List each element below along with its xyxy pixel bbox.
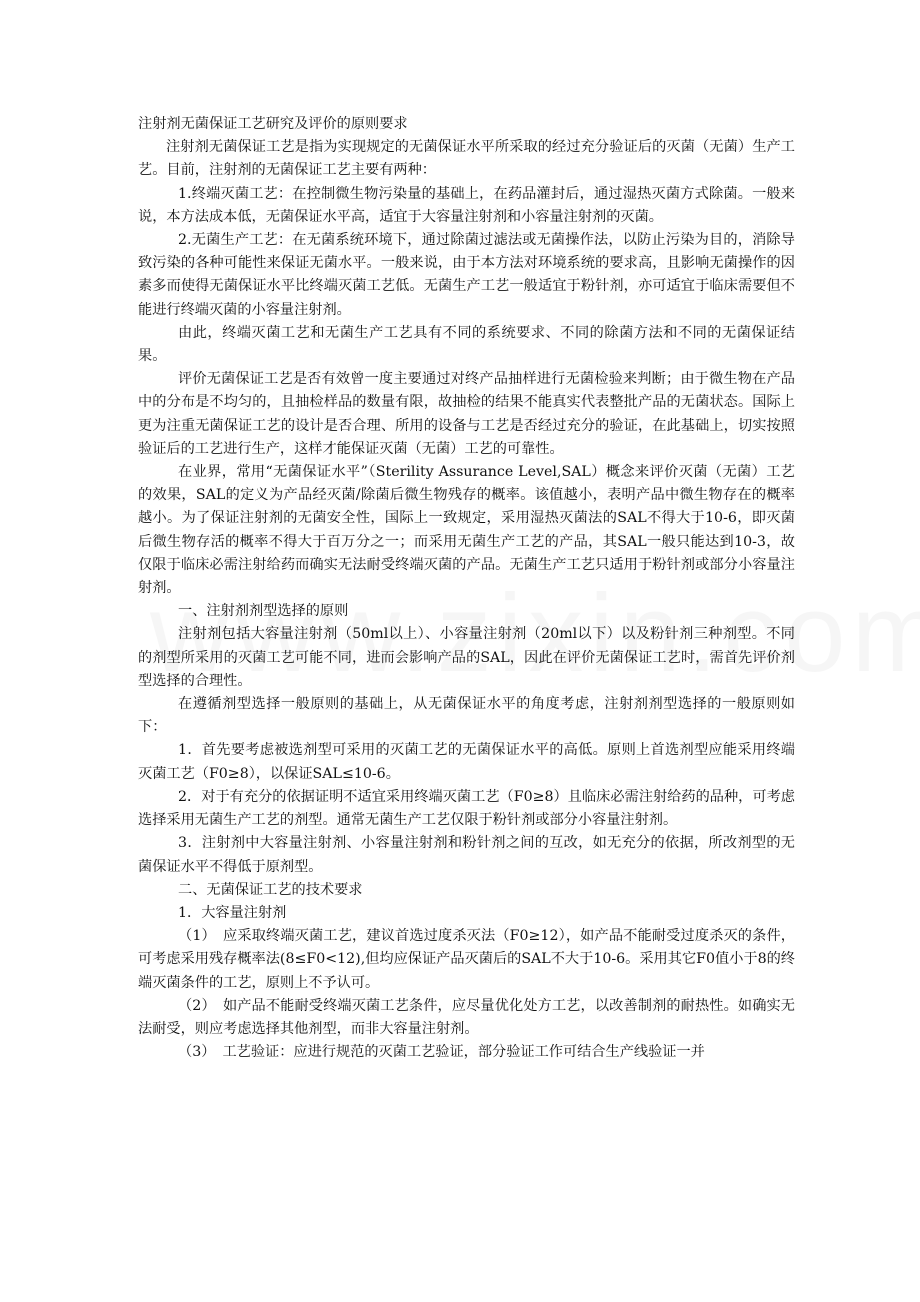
sub-item-3: （3） 工艺验证：应进行规范的灭菌工艺验证，部分验证工作可结合生产线验证一并 xyxy=(178,1044,705,1061)
list-item-3: 3．注射剂中大容量注射剂、小容量注射剂和粉针剂之间的互改，如无充分的依据，所改剂型的无菌保证水平不得低于原剂型。 xyxy=(138,835,795,875)
sub-item-2: （2） 如产品不能耐受终端灭菌工艺条件，应尽量优化处方工艺，以改善制剂的耐热性。如确实无法耐受，则应考虑选择其他剂型，而非大容量注射剂。 xyxy=(138,997,795,1037)
paragraph-conclusion: 由此，终端灭菌工艺和无菌生产工艺具有不同的系统要求、不同的除菌方法和不同的无菌保证结果。 xyxy=(138,324,795,365)
paragraph-principles-intro: 在遵循剂型选择一般原则的基础上，从无菌保证水平的角度考虑，注射剂剂型选择的一般原则如下： xyxy=(138,696,795,736)
document-title: 注射剂无菌保证工艺研究及评价的原则要求 xyxy=(138,116,408,132)
paragraph-sal: 在业界，常用“无菌保证水平”（Sterility Assurance Level,SAL）概念来评价灭菌（无菌）工艺的效果，SAL的定义为产品经灭菌/除菌后微生物残存的概率。该值越小，表明产品中微生物存在的概率越小。为了保证注射剂的无菌安全性，国际上一致规定，采用湿热灭菌法的SAL不得大于10-6，即灭菌后微生物存活的概率不得大于百万分之一；而采用无菌生产工艺的产品，其SAL一般只能达到10-3，故仅限于临床必需注射给药而确实无法耐受终端灭菌的产品。无菌生产工艺只适用于粉针剂或部分小容量注射剂。 xyxy=(138,464,795,597)
section-heading-2: 二、无菌保证工艺的技术要求 xyxy=(178,881,363,898)
paragraph-aseptic-process: 2.无菌生产工艺：在无菌系统环境下，通过除菌过滤法或无菌操作法，以防止污染为目的，消除导致污染的各种可能性来保证无菌水平。一般来说，由于本方法对环境系统的要求高，且影响无菌操作的因素多而使得无菌保证水平比终端灭菌工艺低。无菌生产工艺一般适宜于粉针剂，亦可适宜于临床需要但不能进行终端灭菌的小容量注射剂。 xyxy=(138,232,795,318)
list-item-2: 2．对于有充分的依据证明不适宜采用终端灭菌工艺（F0≥8）且临床必需注射给药的品种，可考虑选择采用无菌生产工艺的剂型。通常无菌生产工艺仅限于粉针剂或部分小容量注射剂。 xyxy=(138,788,795,829)
paragraph-terminal-sterilization: 1.终端灭菌工艺：在控制微生物污染量的基础上，在药品灌封后，通过湿热灭菌方式除菌。一般来说，本方法成本低，无菌保证水平高，适宜于大容量注射剂和小容量注射剂的灭菌。 xyxy=(138,185,795,225)
intro-paragraph: 注射剂无菌保证工艺是指为实现规定的无菌保证水平所采取的经过充分验证后的灭菌（无菌）生产工艺。目前，注射剂的无菌保证工艺主要有两种： xyxy=(138,139,795,179)
document-body xyxy=(138,113,795,1064)
sub-item-1: （1） 应采取终端灭菌工艺，建议首选过度杀灭法（F0≥12），如产品不能耐受过度杀灭的条件，可考虑采用残存概率法(8≤F0<12),但均应保证产品灭菌后的SAL不大于10-6。采用其它F0值小于8的终端灭菌条件的工艺，原则上不予认可。 xyxy=(138,928,795,991)
list-item-1: 1．首先要考虑被选剂型可采用的灭菌工艺的无菌保证水平的高低。原则上首选剂型应能采用终端灭菌工艺（F0≥8），以保证SAL≤10-6。 xyxy=(138,742,795,782)
subsection-heading-large-volume: 1．大容量注射剂 xyxy=(178,904,287,921)
paragraph-dosage-forms: 注射剂包括大容量注射剂（50ml以上）、小容量注射剂（20ml以下）以及粉针剂三种剂型。不同的剂型所采用的灭菌工艺可能不同，进而会影响产品的SAL，因此在评价无菌保证工艺时，需首先评价剂型选择的合理性。 xyxy=(138,626,795,689)
section-heading-1: 一、注射剂剂型选择的原则 xyxy=(178,603,349,620)
paragraph-evaluation: 评价无菌保证工艺是否有效曾一度主要通过对终产品抽样进行无菌检验来判断；由于微生物在产品中的分布是不均匀的，且抽检样品的数量有限，故抽检的结果不能真实代表整批产品的无菌状态。国际上更为注重无菌保证工艺的设计是否合理、所用的设备与工艺是否经过充分的验证，在此基础上，切实按照验证后的工艺进行生产，这样才能保证灭菌（无菌）工艺的可靠性。 xyxy=(138,371,795,457)
